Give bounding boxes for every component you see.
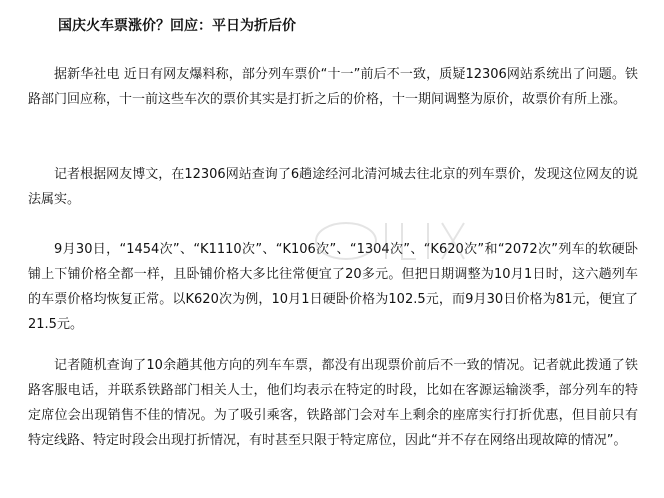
article-paragraph-3: 9月30日，“1454次”、“K1110次”、“K106次”、“1304次”、“K620次”和“2072次”列车的软硬卧铺上下铺价格全都一样，且卧铺价格大多比往常便宜了20多元。但把日期调整为10月1日时，这六趟列车的车票价格均恢复正常。以K620次为例，10月1日硬卧价格为102.5元，而9月30日价格为81元，便宜了21.5元。 (28, 242, 638, 332)
article-paragraph-1: 据新华社电 近日有网友爆料称，部分列车票价“十一”前后不一致，质疑12306网站系统出了问题。铁路部门回应称，十一前这些车次的票价其实是打折之后的价格，十一期间调整为原价，故票价有所上涨。 (28, 67, 638, 107)
article-title: 国庆火车票涨价？回应：平日为折后价 (58, 18, 296, 34)
article-paragraph-4: 记者随机查询了10余趟其他方向的列车车票，都没有出现票价前后不一致的情况。记者就此拨通了铁路客服电话，并联系铁路部门相关人士，他们均表示在特定的时段，比如在客源运输淡季，部分列车的特定席位会出现销售不佳的情况。为了吸引乘客，铁路部门会对车上剩余的座席实行打折优惠，但目前只有特定线路、特定时段会出现打折情况，有时甚至只限于特定席位，因此“并不存在网络出现故障的情况”。 (28, 358, 638, 448)
article-paragraph-2: 记者根据网友博文，在12306网站查询了6趟途经河北清河城去往北京的列车票价，发现这位网友的说法属实。 (28, 167, 638, 207)
